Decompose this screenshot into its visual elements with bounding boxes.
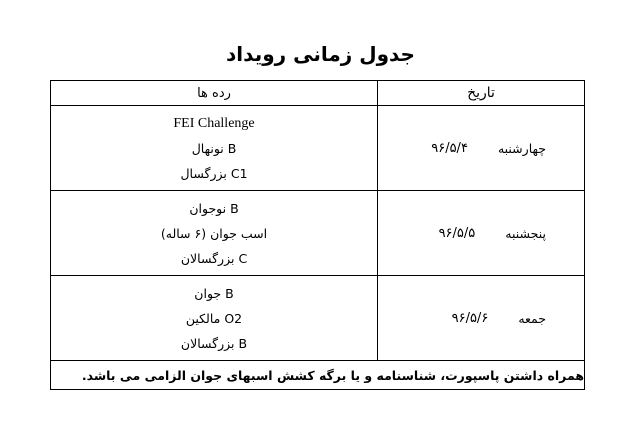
day-label: چهارشنبه bbox=[497, 140, 546, 156]
date-cell bbox=[378, 106, 585, 191]
class-item: اسب جوان (۶ ساله) bbox=[160, 225, 268, 241]
date-label: ۹۶/۵/۴ bbox=[431, 140, 468, 156]
class-item: FEI Challenge bbox=[173, 115, 255, 131]
day-label: جمعه bbox=[518, 310, 546, 326]
footnote: همراه داشتن پاسپورت، شناسنامه و یا برگه کشش اسبهای جوان الزامی می باشد. bbox=[51, 361, 585, 390]
table-row bbox=[51, 191, 585, 276]
schedule-table bbox=[50, 80, 585, 390]
date-cell bbox=[378, 191, 585, 276]
class-item: B بزرگسالان bbox=[180, 335, 248, 351]
classes-cell bbox=[51, 276, 378, 361]
column-header-date: تاریخ bbox=[378, 81, 585, 106]
classes-cell bbox=[51, 106, 378, 191]
classes-cell bbox=[51, 191, 378, 276]
note-row bbox=[51, 361, 585, 390]
column-header-classes: رده ها bbox=[51, 81, 378, 106]
date-cell-content bbox=[378, 141, 584, 156]
class-item: C بزرگسالان bbox=[180, 250, 248, 266]
table-row bbox=[51, 276, 585, 361]
day-label: پنجشنبه bbox=[505, 225, 546, 241]
page-title: جدول زمانی رویداد bbox=[226, 42, 415, 66]
class-item: B جوان bbox=[194, 285, 234, 301]
date-cell bbox=[378, 276, 585, 361]
table-header-row bbox=[51, 81, 585, 106]
table-row bbox=[51, 106, 585, 191]
date-label: ۹۶/۵/۵ bbox=[438, 225, 476, 241]
table-body bbox=[51, 106, 585, 361]
date-cell-content bbox=[378, 311, 584, 326]
class-item: C1 بزرگسال bbox=[180, 165, 248, 181]
class-item: O2 مالکین bbox=[185, 310, 243, 326]
class-item: B نونهال bbox=[191, 140, 237, 156]
class-item: B نوجوان bbox=[189, 200, 239, 216]
date-label: ۹۶/۵/۶ bbox=[451, 310, 489, 326]
date-cell-content bbox=[378, 226, 584, 241]
